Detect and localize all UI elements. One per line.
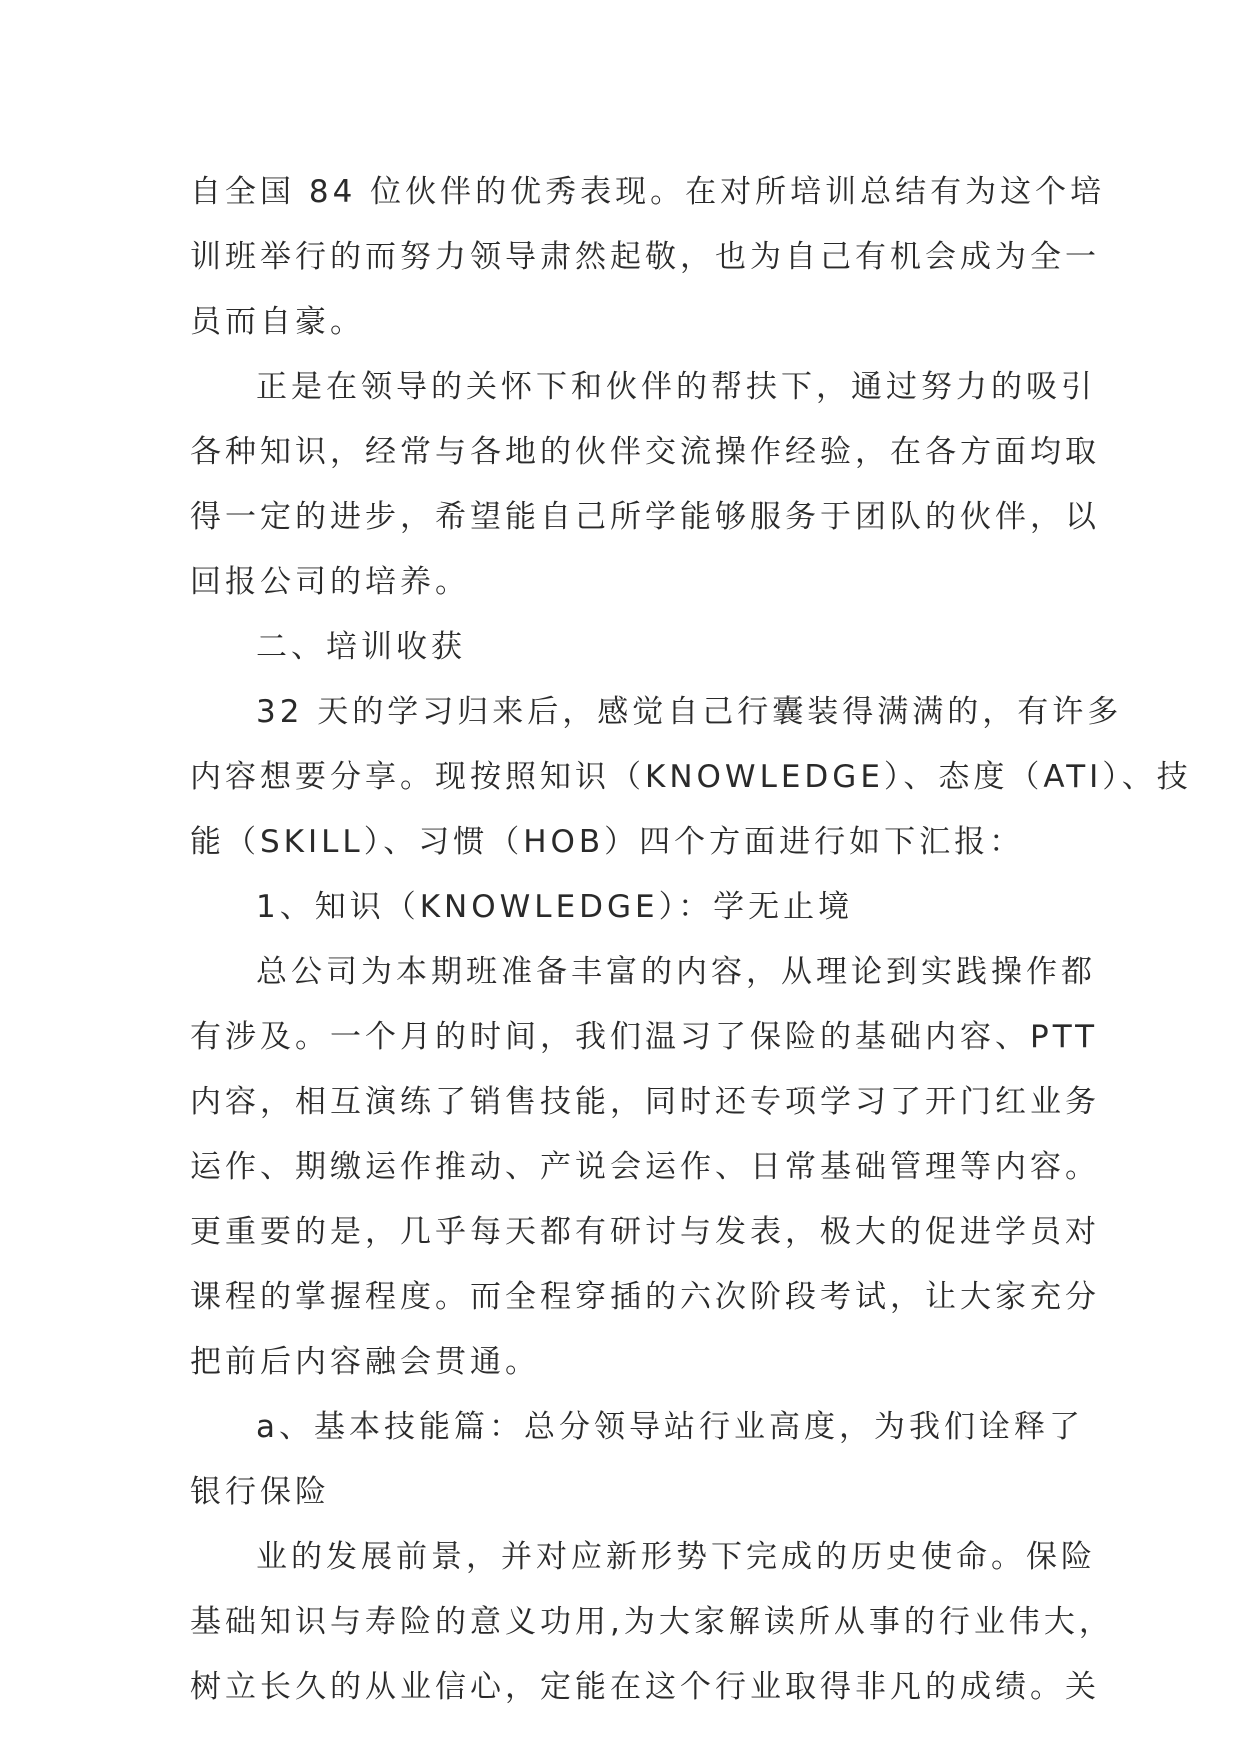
text-line: 把前后内容融会贯通。 [190, 1344, 540, 1380]
text-line: 回报公司的培养。 [190, 564, 470, 600]
text-line: 总公司为本期班准备丰富的内容，从理论到实践操作都 [256, 954, 1096, 990]
text-line: 课程的掌握程度。而全程穿插的六次阶段考试，让大家充分 [190, 1279, 1100, 1315]
text-line: 树立长久的从业信心，定能在这个行业取得非凡的成绩。关 [190, 1669, 1100, 1705]
text-line: 正是在领导的关怀下和伙伴的帮扶下，通过努力的吸引 [256, 369, 1096, 405]
text-line: 内容，相互演练了销售技能，同时还专项学习了开门红业务 [190, 1084, 1100, 1120]
text-line: 内容想要分享。现按照知识（KNOWLEDGE）、态度（ATI）、技 [190, 759, 1192, 795]
text-line: a、基本技能篇：总分领导站行业高度，为我们诠释了 [256, 1409, 1084, 1445]
body-text [190, 160, 1192, 1720]
text-line: 二、培训收获 [256, 629, 466, 665]
text-line: 1、知识（KNOWLEDGE）：学无止境 [256, 889, 854, 925]
text-line: 更重要的是，几乎每天都有研讨与发表，极大的促进学员对 [190, 1214, 1100, 1250]
text-line: 业的发展前景，并对应新形势下完成的历史使命。保险 [256, 1539, 1096, 1575]
text-line: 基础知识与寿险的意义功用,为大家解读所从事的行业伟大， [190, 1604, 1114, 1640]
text-line: 能（SKILL）、习惯（HOB）四个方面进行如下汇报： [190, 824, 1025, 860]
text-line: 有涉及。一个月的时间，我们温习了保险的基础内容、PTT [190, 1019, 1099, 1055]
text-line: 运作、期缴运作推动、产说会运作、日常基础管理等内容。 [190, 1149, 1100, 1185]
text-line: 得一定的进步，希望能自己所学能够服务于团队的伙伴，以 [190, 499, 1100, 535]
text-line: 各种知识，经常与各地的伙伴交流操作经验，在各方面均取 [190, 434, 1100, 470]
text-line: 自全国 84 位伙伴的优秀表现。在对所培训总结有为这个培 [190, 174, 1106, 210]
text-line: 员而自豪。 [190, 304, 365, 340]
text-line: 训班举行的而努力领导肃然起敬，也为自己有机会成为全一 [190, 239, 1100, 275]
text-line: 银行保险 [190, 1474, 330, 1510]
text-line: 32 天的学习归来后，感觉自己行囊装得满满的，有许多 [256, 694, 1123, 730]
